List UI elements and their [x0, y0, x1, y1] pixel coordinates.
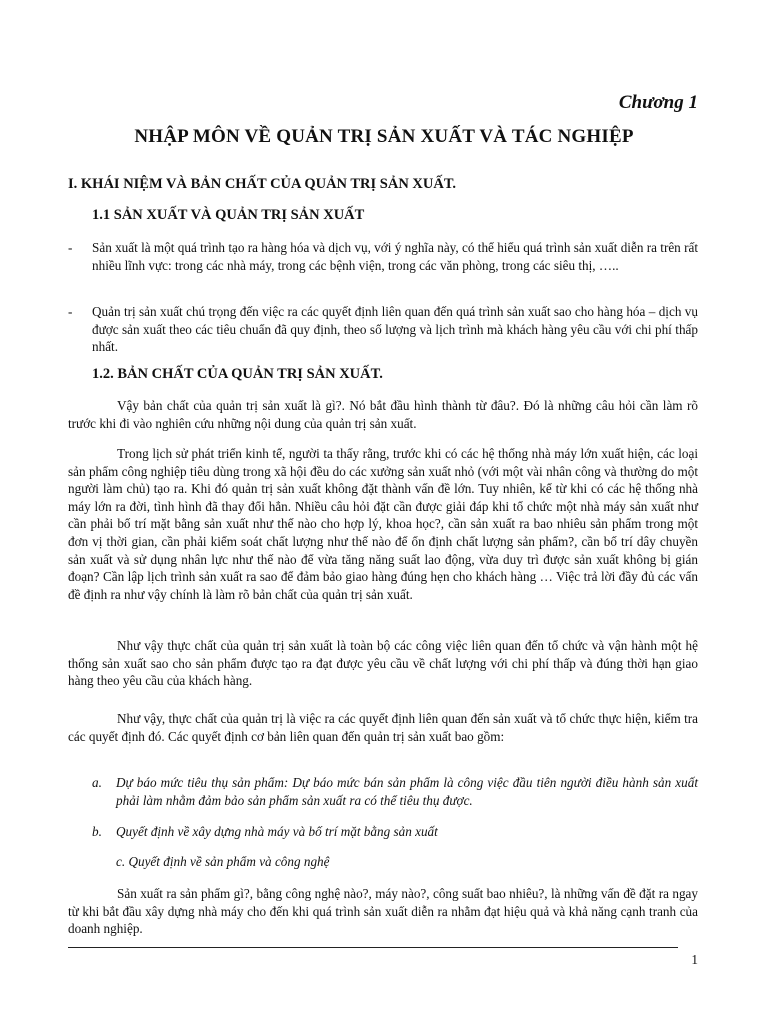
- main-title: NHẬP MÔN VỀ QUẢN TRỊ SẢN XUẤT VÀ TÁC NGHIỆP: [134, 126, 634, 147]
- section-1-1-heading: 1.1 SẢN XUẤT VÀ QUẢN TRỊ SẢN XUẤT: [92, 207, 365, 223]
- paragraph-5: Sản xuất ra sản phẩm gì?, bằng công nghệ nào?, máy nào?, công suất bao nhiêu?, là những vấn đề đặt ra ngay từ khi bắt đầu xây dựng nhà máy cho đến khi quá trình sản xuất diễn ra nhằm đạt hiệu quả và khả năng cạnh tranh của doanh nghiệp.: [68, 886, 698, 937]
- chapter-label: Chương 1: [618, 92, 698, 113]
- bullet-item-1: [68, 239, 698, 274]
- paragraph-1: Vậy bản chất của quản trị sản xuất là gì?. Nó bắt đầu hình thành từ đâu?. Đó là những câu hỏi cần làm rõ trước khi đi vào nghiên cứu những nội dung của quản trị sản xuất.: [68, 398, 698, 431]
- footer-divider: [68, 947, 678, 948]
- list-item-label: a.: [92, 775, 102, 790]
- section-1-2-heading: 1.2. BẢN CHẤT CỦA QUẢN TRỊ SẢN XUẤT.: [92, 366, 383, 382]
- paragraph-2: Trong lịch sử phát triển kinh tế, người ta thấy rằng, trước khi có các hệ thống nhà máy lớn xuất hiện, các loại sản phẩm công nghiệp tiêu dùng trong xã hội đều do các xưởng sản xuất nhỏ (với một vài nhân công và thường do một người làm chủ) tạo ra. Khi đó quản trị sản xuất không đặt thành vấn đề lớn. Tuy nhiên, kể từ khi có các hệ thống nhà máy lớn ra đời, tình hình đã thay đổi hẳn. Nhiều câu hỏi đặt cần được giải đáp khi tổ chức một nhà máy sản xuất như cần phải bố trí mặt bằng sản xuất như thế nào cho hợp lý, khoa học?, cần sản xuất ra bao nhiêu sản phẩm trong một đơn vị thời gian, cần phải kiểm soát chất lượng như thế nào để ổn định chất lượng sản phẩm?, cần bố trí dây chuyền sản xuất và sử dụng nhân lực như thế nào để vừa tăng năng suất lao động, vừa duy trì được sản xuất không bị gián đoạn? Cần lập lịch trình sản xuất ra sao để đảm bảo giao hàng đúng hẹn cho khách hàng … Việc trả lời đầy đủ các vấn đề định ra như vậy chính là làm rõ bản chất của quản trị sản xuất.: [68, 446, 698, 602]
- paragraph-3: Như vậy thực chất của quản trị sản xuất là toàn bộ các công việc liên quan đến tổ chức và vận hành một hệ thống sản xuất sao cho sản phẩm được tạo ra đạt được yêu cầu về chất lượng với chi phí thấp và đúng thời hạn giao hàng theo yêu cầu của khách hàng.: [68, 638, 698, 689]
- list-item-a: [92, 774, 698, 809]
- list-item-c: c. Quyết định về sản phẩm và công nghệ: [116, 854, 330, 869]
- bullet-marker: -: [68, 240, 73, 255]
- paragraph-4: Như vậy, thực chất của quản trị là việc ra các quyết định liên quan đến sản xuất và tổ chức thực hiện, kiểm tra các quyết định đó. Các quyết định cơ bản liên quan đến quản trị sản xuất bao gồm:: [68, 711, 698, 744]
- bullet-text: Sản xuất là một quá trình tạo ra hàng hóa và dịch vụ, với ý nghĩa này, có thể hiểu quá trình sản xuất diễn ra trên rất nhiều lĩnh vực: trong các nhà máy, trong các bệnh viện, trong các văn phòng, trong các siêu thị, …..: [92, 240, 698, 273]
- section-1-heading: I. KHÁI NIỆM VÀ BẢN CHẤT CỦA QUẢN TRỊ SẢN XUẤT.: [68, 176, 457, 192]
- bullet-text: Quản trị sản xuất chú trọng đến việc ra các quyết định liên quan đến quá trình sản xuất sao cho hàng hóa – dịch vụ được sản xuất theo các tiêu chuẩn đã quy định, theo số lượng và lịch trình mà khách hàng yêu cầu với chi phí thấp nhất.: [92, 304, 698, 355]
- list-item-text: Dự báo mức tiêu thụ sản phẩm: Dự báo mức bán sản phẩm là công việc đầu tiên người điều hành sản xuất phải làm nhằm đảm bảo sản phẩm sản xuất ra có thể tiêu thụ được.: [116, 775, 698, 808]
- bullet-marker: -: [68, 304, 73, 319]
- list-item-text: Quyết định về xây dựng nhà máy và bố trí mặt bằng sản xuất: [116, 824, 438, 839]
- list-item-label: b.: [92, 824, 102, 839]
- bullet-item-2: [68, 303, 698, 356]
- page-number: 1: [691, 952, 698, 967]
- list-item-b: [92, 823, 698, 841]
